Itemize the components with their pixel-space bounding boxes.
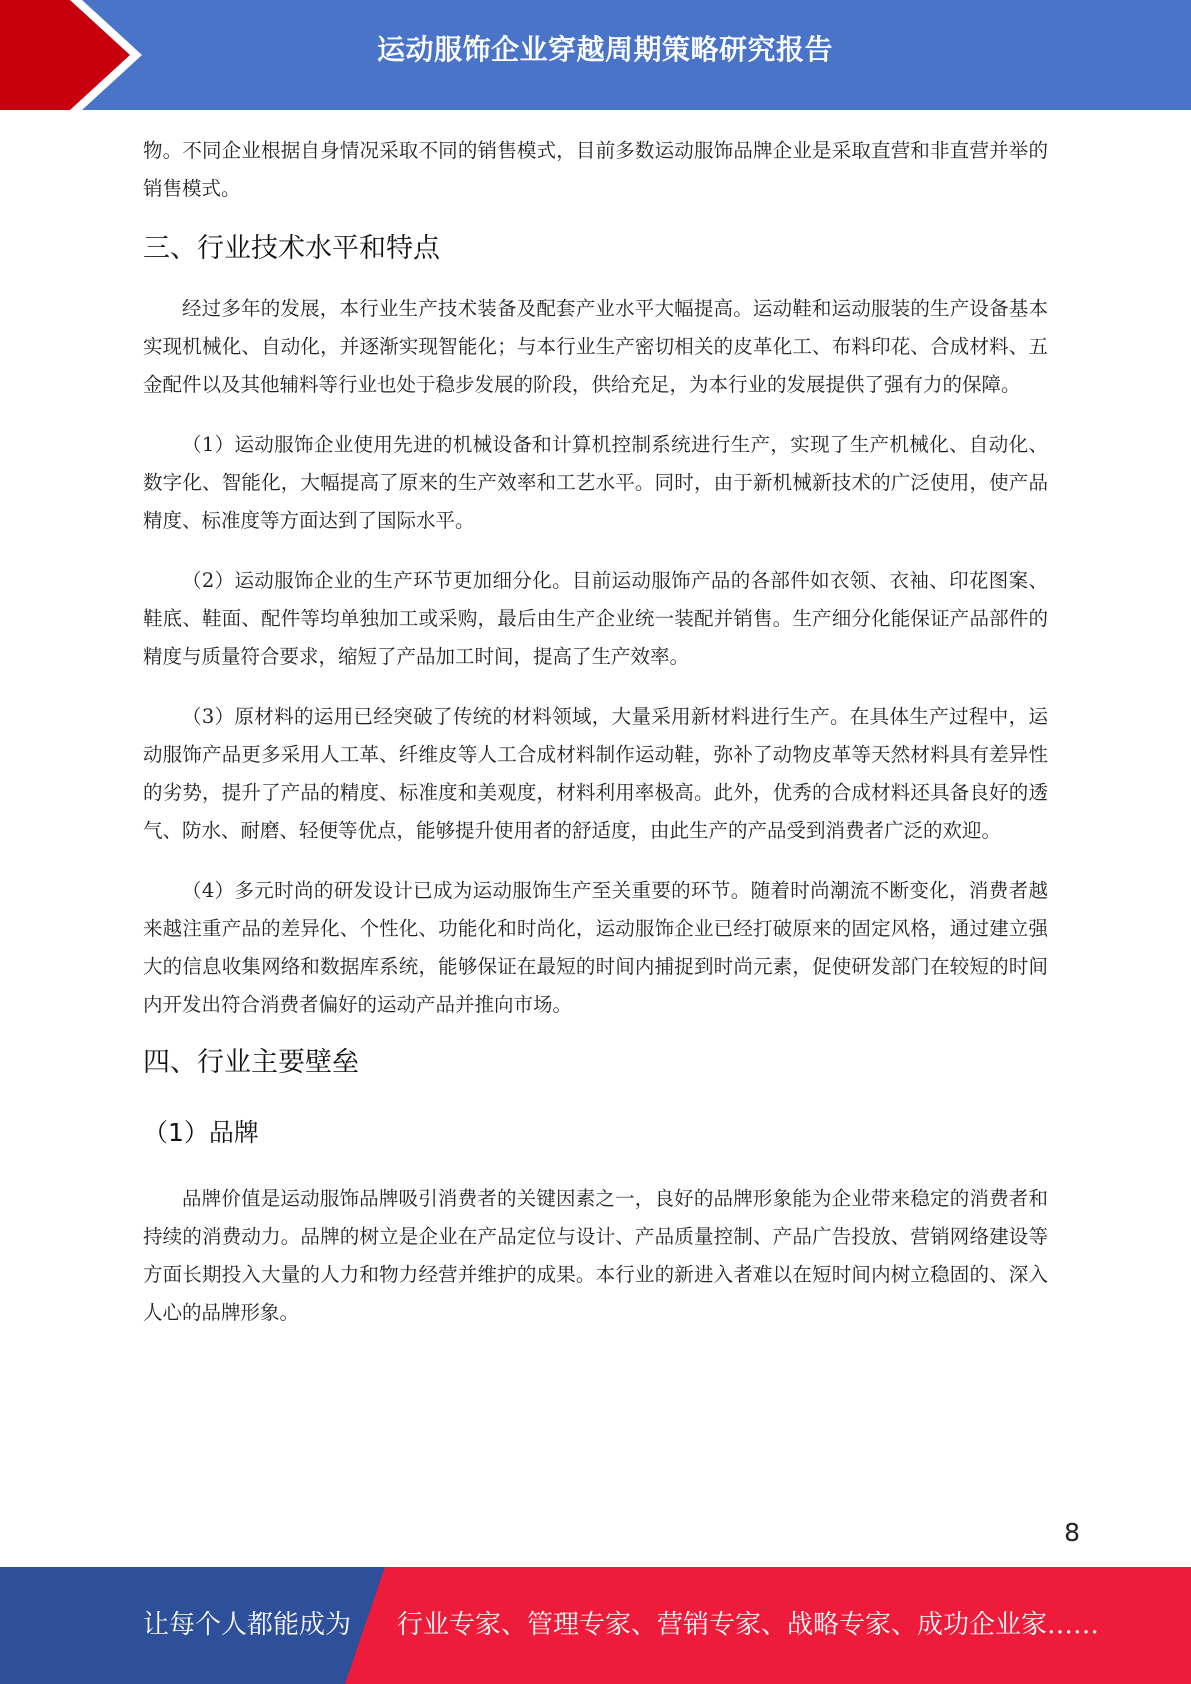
paragraph-brand: 品牌价值是运动服饰品牌吸引消费者的关键因素之一，良好的品牌形象能为企业带来稳定的消费者和持续的消费动力。品牌的树立是企业在产品定位与设计、产品质量控制、产品广告投放、营销网络建设等方面长期投入大量的人力和物力经营并维护的成果。本行业的新进入者难以在短时间内树立稳固的、深入人心的品牌形象。 (143, 1187, 1048, 1324)
subsection-heading-brand: （1）品牌 (143, 1118, 259, 1147)
report-title: 运动服饰企业穿越周期策略研究报告 (376, 33, 833, 66)
page-content (143, 132, 1048, 1332)
paragraph-tech-point-3: （3）原材料的运用已经突破了传统的材料领域，大量采用新材料进行生产。在具体生产过程中，运动服饰产品更多采用人工革、纤维皮等人工合成材料制作运动鞋，弥补了动物皮革等天然材料具有差异性的劣势，提升了产品的精度、标准度和美观度，材料利用率极高。此外，优秀的合成材料还具备良好的透气、防水、耐磨、轻便等优点，能够提升使用者的舒适度，由此生产的产品受到消费者广泛的欢迎。 (143, 705, 1048, 842)
footer-slogan-left: 让每个人都能成为 (143, 1610, 352, 1640)
paragraph-tech-point-4: （4）多元时尚的研发设计已成为运动服饰生产至关重要的环节。随着时尚潮流不断变化，消费者越来越注重产品的差异化、个性化、功能化和时尚化，运动服饰企业已经打破原来的固定风格，通过建立强大的信息收集网络和数据库系统，能够保证在最短的时间内捕捉到时尚元素，促使研发部门在较短的时间内开发出符合消费者偏好的运动产品并推向市场。 (143, 879, 1048, 1016)
page-footer (0, 1567, 1191, 1684)
paragraph-tech-overview: 经过多年的发展，本行业生产技术装备及配套产业水平大幅提高。运动鞋和运动服装的生产设备基本实现机械化、自动化，并逐渐实现智能化；与本行业生产密切相关的皮革化工、布料印花、合成材料、五金配件以及其他辅料等行业也处于稳步发展的阶段，供给充足，为本行业的发展提供了强有力的保障。 (143, 297, 1048, 396)
paragraph-tech-point-2: （2）运动服饰企业的生产环节更加细分化。目前运动服饰产品的各部件如衣领、衣袖、印花图案、鞋底、鞋面、配件等均单独加工或采购，最后由生产企业统一装配并销售。生产细分化能保证产品部件的精度与质量符合要求，缩短了产品加工时间，提高了生产效率。 (143, 569, 1048, 668)
paragraph-tech-point-1: （1）运动服饰企业使用先进的机械设备和计算机控制系统进行生产，实现了生产机械化、自动化、数字化、智能化，大幅提高了原来的生产效率和工艺水平。同时，由于新机械新技术的广泛使用，使产品精度、标准度等方面达到了国际水平。 (143, 433, 1048, 532)
section-heading-4: 四、行业主要壁垒 (143, 1047, 359, 1078)
footer-slogan-right: 行业专家、管理专家、营销专家、战略专家、成功企业家…… (397, 1610, 1100, 1640)
page-header (0, 0, 1191, 110)
page-number: 8 (1064, 1518, 1080, 1547)
header-arrow-decoration (0, 0, 160, 110)
paragraph-continued: 物。不同企业根据自身情况采取不同的销售模式，目前多数运动服饰品牌企业是采取直营和非直营并举的销售模式。 (143, 139, 1048, 200)
section-heading-3: 三、行业技术水平和特点 (143, 233, 440, 264)
